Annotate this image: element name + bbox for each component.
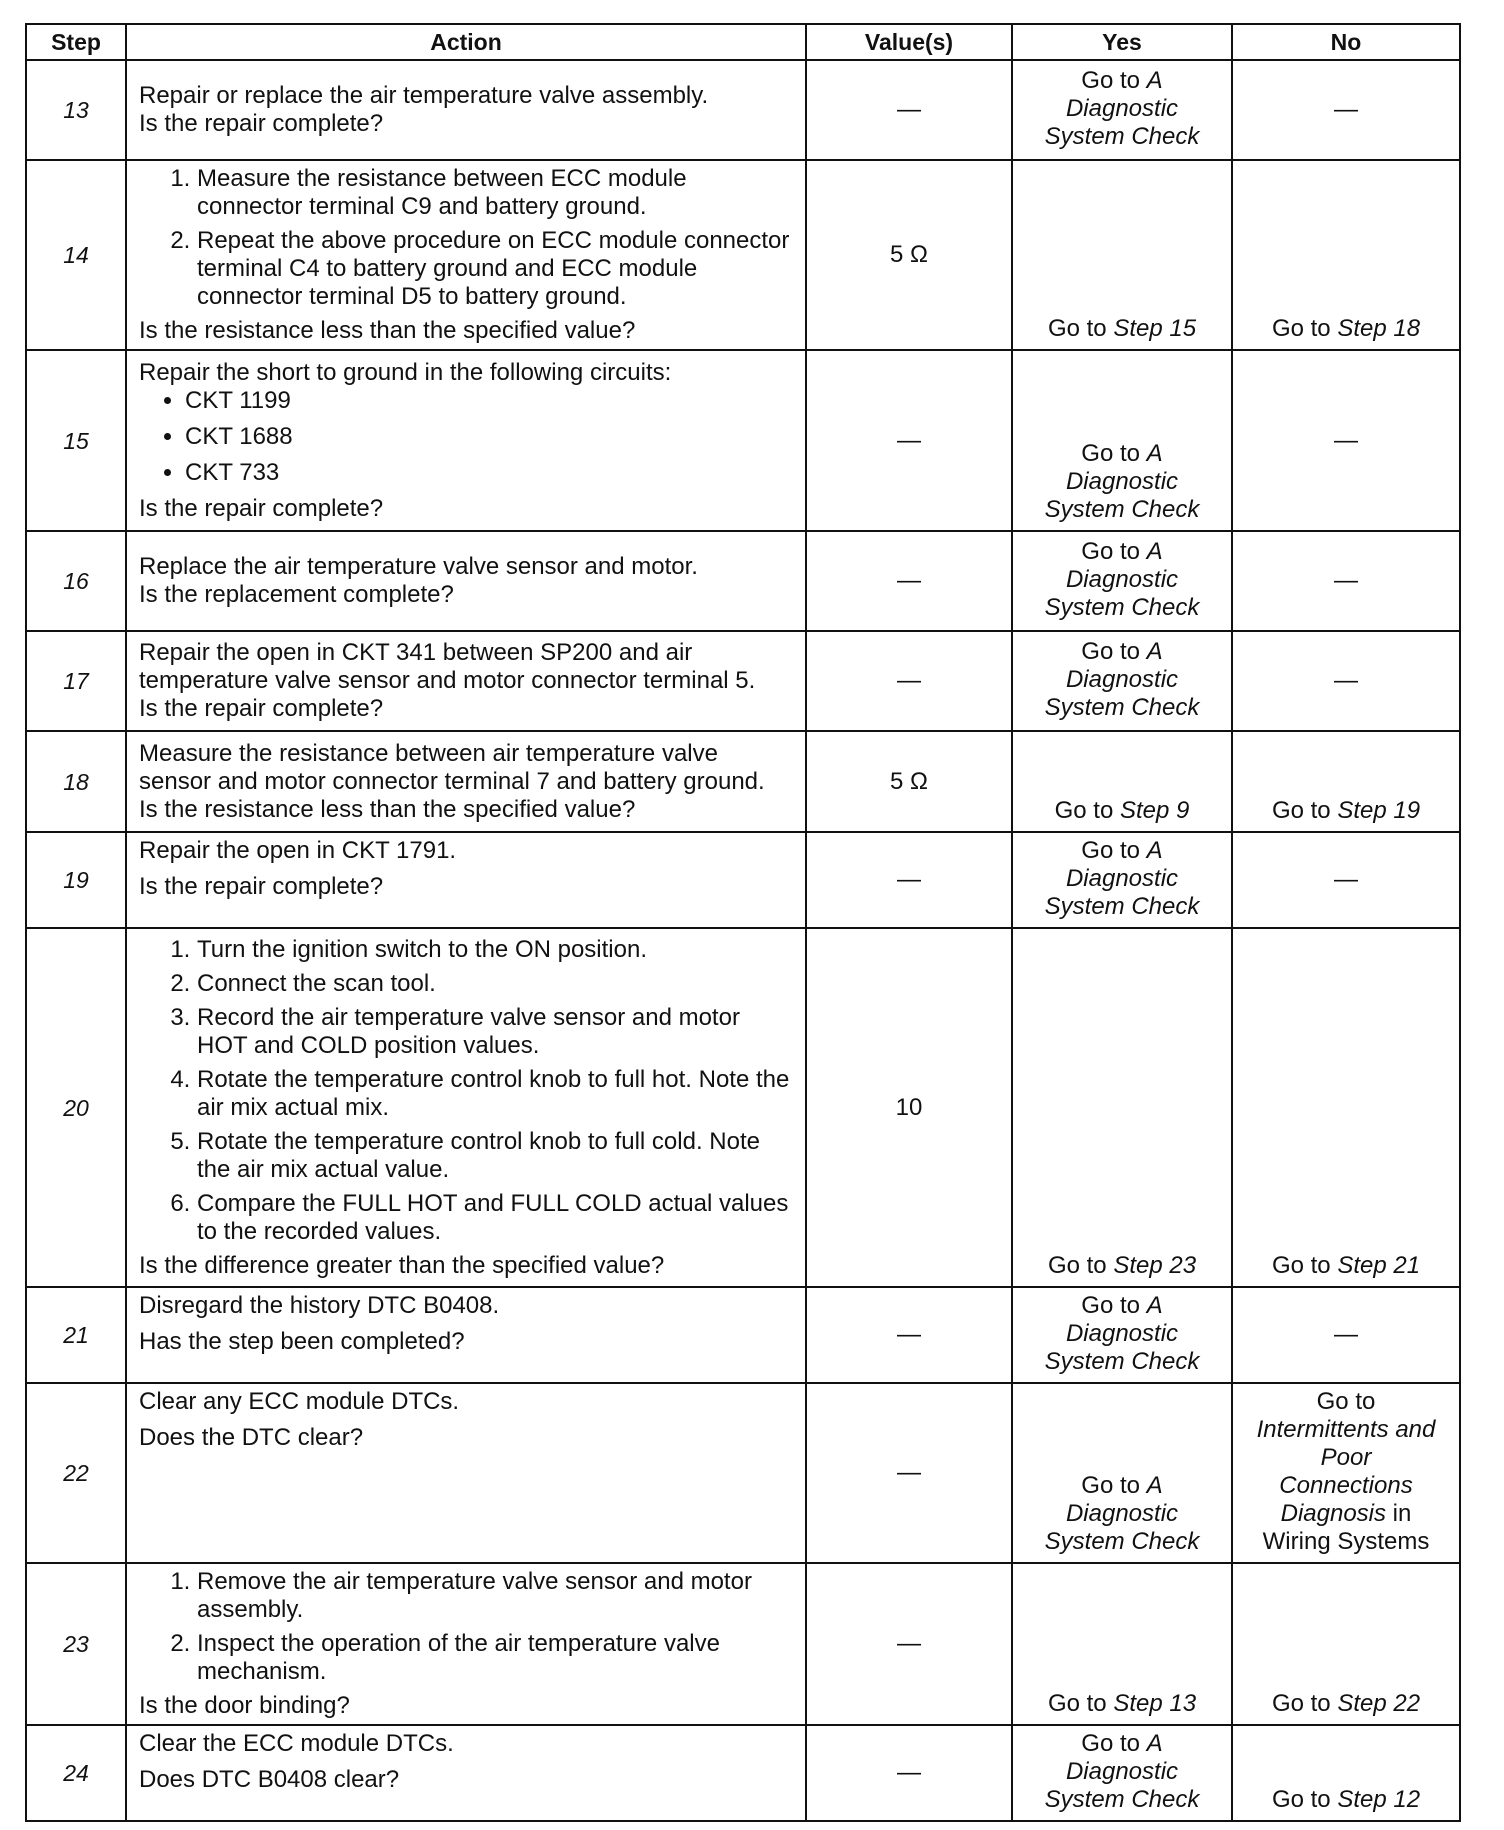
no-link[interactable] bbox=[1232, 160, 1460, 350]
value-cell: — bbox=[806, 1287, 1012, 1383]
action-cell bbox=[126, 832, 806, 928]
table-row bbox=[26, 350, 1460, 531]
link-line: System Check bbox=[1044, 123, 1200, 150]
link-line: Diagnostic bbox=[1065, 95, 1179, 122]
step-link: Step 9 bbox=[1119, 797, 1190, 824]
step-number: 22 bbox=[26, 1383, 126, 1563]
step-number: 18 bbox=[26, 731, 126, 832]
action-text: Repair or replace the air temperature valve assembly. bbox=[139, 82, 709, 109]
go-to-text: Go to bbox=[1081, 837, 1140, 864]
action-question: Is the door binding? bbox=[139, 1692, 350, 1719]
header-action: Action bbox=[126, 24, 806, 60]
go-to-text: Go to bbox=[1047, 1690, 1107, 1717]
value-cell: 10 bbox=[806, 928, 1012, 1287]
action-question: Is the repair complete? bbox=[139, 494, 384, 522]
go-to-text: Go to bbox=[1271, 1252, 1331, 1279]
action-question: Is the resistance less than the specified value? bbox=[139, 317, 636, 344]
action-question: Is the repair complete? bbox=[139, 873, 384, 900]
value-cell: 5 Ω bbox=[806, 731, 1012, 832]
link-line: System Check bbox=[1044, 1528, 1200, 1555]
action-text: Replace the air temperature valve sensor and motor. bbox=[139, 553, 698, 580]
step-link: Step 19 bbox=[1337, 797, 1421, 824]
link-line: Go to bbox=[1316, 1388, 1376, 1415]
action-text: Measure the resistance between air temperature valve sensor and motor connector terminal 7 and battery ground. bbox=[139, 739, 765, 795]
go-to-text: Go to bbox=[1271, 1690, 1331, 1717]
list-item: 2. Inspect the operation of the air temperature valve mechanism. bbox=[197, 1630, 795, 1686]
step-number: 13 bbox=[26, 60, 126, 160]
go-to-text: Go to bbox=[1271, 797, 1331, 824]
table-row bbox=[26, 1725, 1460, 1821]
list-item: 5. Rotate the temperature control knob to full cold. Note the air mix actual value. bbox=[197, 1128, 795, 1184]
action-text: Disregard the history DTC B0408. bbox=[139, 1292, 500, 1319]
link-line: Wiring Systems bbox=[1262, 1528, 1430, 1555]
step-number: 23 bbox=[26, 1563, 126, 1725]
step-number: 14 bbox=[26, 160, 126, 350]
action-question: Does DTC B0408 clear? bbox=[139, 1766, 400, 1793]
header-row bbox=[26, 24, 1460, 60]
go-to-text: Go to bbox=[1271, 315, 1331, 342]
link-line: Diagnostic bbox=[1065, 1758, 1179, 1785]
yes-link[interactable] bbox=[1012, 731, 1232, 832]
link-line: Diagnostic bbox=[1065, 468, 1179, 495]
link-line: System Check bbox=[1044, 594, 1200, 621]
link-line: Diagnostic bbox=[1065, 1320, 1179, 1347]
no-link[interactable] bbox=[1232, 1383, 1460, 1563]
no-cell: — bbox=[1232, 60, 1460, 160]
no-link[interactable] bbox=[1232, 731, 1460, 832]
header-no: No bbox=[1232, 24, 1460, 60]
action-question: Is the repair complete? bbox=[139, 695, 384, 722]
value-cell: — bbox=[806, 832, 1012, 928]
table-row bbox=[26, 928, 1460, 1287]
yes-link[interactable] bbox=[1012, 1563, 1232, 1725]
link-line: System Check bbox=[1044, 496, 1200, 523]
step-number: 24 bbox=[26, 1725, 126, 1821]
list-item: • CKT 1199 bbox=[185, 387, 795, 415]
link-line: Diagnostic bbox=[1065, 566, 1179, 593]
list-item: 1. Remove the air temperature valve sensor and motor assembly. bbox=[197, 1568, 795, 1624]
action-text: Clear the ECC module DTCs. bbox=[139, 1730, 454, 1757]
step-number: 16 bbox=[26, 531, 126, 631]
action-question: Is the resistance less than the specified value? bbox=[139, 795, 636, 823]
table-row bbox=[26, 731, 1460, 832]
link-line: System Check bbox=[1044, 694, 1200, 721]
action-cell bbox=[126, 928, 806, 1287]
link-line: System Check bbox=[1044, 1348, 1200, 1375]
action-cell bbox=[126, 1383, 806, 1563]
yes-link[interactable] bbox=[1012, 928, 1232, 1287]
go-to-text: Go to bbox=[1081, 1472, 1140, 1499]
step-number: 19 bbox=[26, 832, 126, 928]
action-steps bbox=[139, 1568, 795, 1692]
list-item: 1. Measure the resistance between ECC module connector terminal C9 and battery ground. bbox=[197, 165, 795, 221]
yes-link[interactable]: Go to A Diagnostic System Check bbox=[1012, 1725, 1232, 1821]
go-to-text: Go to bbox=[1081, 538, 1140, 565]
yes-link[interactable]: Go to A Diagnostic System Check bbox=[1012, 350, 1232, 531]
action-steps bbox=[139, 165, 795, 317]
yes-link[interactable] bbox=[1012, 160, 1232, 350]
step-link: Step 22 bbox=[1337, 1690, 1421, 1717]
no-cell: — bbox=[1232, 832, 1460, 928]
action-question: Is the replacement complete? bbox=[139, 581, 454, 608]
go-to-text: Go to bbox=[1054, 797, 1114, 824]
yes-link[interactable]: Go to A Diagnostic System Check bbox=[1012, 60, 1232, 160]
table-row bbox=[26, 832, 1460, 928]
list-item: 1. Turn the ignition switch to the ON position. bbox=[197, 936, 795, 964]
list-item: 2. Connect the scan tool. bbox=[197, 970, 795, 998]
action-text: Repair the open in CKT 1791. bbox=[139, 837, 457, 864]
list-item: • CKT 733 bbox=[185, 459, 795, 487]
step-link: Step 23 bbox=[1113, 1252, 1197, 1279]
list-item: 4. Rotate the temperature control knob to full hot. Note the air mix actual mix. bbox=[197, 1066, 795, 1122]
no-cell: — bbox=[1232, 350, 1460, 531]
step-link: Step 12 bbox=[1337, 1786, 1421, 1813]
step-link: Step 21 bbox=[1337, 1252, 1421, 1279]
step-number: 20 bbox=[26, 928, 126, 1287]
action-cell bbox=[126, 60, 806, 160]
link-line: Intermittents and bbox=[1256, 1416, 1436, 1443]
action-cell bbox=[126, 350, 806, 531]
action-cell bbox=[126, 631, 806, 731]
step-link: Step 18 bbox=[1337, 315, 1421, 342]
go-to-text: Go to bbox=[1047, 315, 1107, 342]
action-cell bbox=[126, 1725, 806, 1821]
no-link[interactable] bbox=[1232, 1563, 1460, 1725]
table-row bbox=[26, 60, 1460, 160]
link-line: in bbox=[1386, 1500, 1412, 1527]
table-row bbox=[26, 160, 1460, 350]
no-cell: — bbox=[1232, 531, 1460, 631]
list-item: 2. Repeat the above procedure on ECC module connector terminal C4 to battery ground and ECC module connector terminal D5 to battery ground. bbox=[197, 227, 795, 311]
no-cell: — bbox=[1232, 631, 1460, 731]
table-row bbox=[26, 1287, 1460, 1383]
list-item: • CKT 1688 bbox=[185, 423, 795, 451]
yes-link[interactable]: Go to A Diagnostic System Check bbox=[1012, 531, 1232, 631]
go-to-text: Go to bbox=[1081, 440, 1140, 467]
action-text: Clear any ECC module DTCs. bbox=[139, 1388, 460, 1415]
value-cell: — bbox=[806, 631, 1012, 731]
value-cell: 5 Ω bbox=[806, 160, 1012, 350]
step-link: Step 15 bbox=[1113, 315, 1197, 342]
diagnostic-table bbox=[25, 23, 1461, 1822]
step-number: 21 bbox=[26, 1287, 126, 1383]
go-to-text: Go to bbox=[1081, 67, 1140, 94]
link-line: Diagnostic bbox=[1065, 865, 1179, 892]
step-number: 17 bbox=[26, 631, 126, 731]
action-cell bbox=[126, 1287, 806, 1383]
table-row bbox=[26, 1383, 1460, 1563]
value-cell: — bbox=[806, 1383, 1012, 1563]
action-text: Repair the open in CKT 341 between SP200 and air temperature valve sensor and motor connector terminal 5. bbox=[139, 639, 756, 694]
no-link[interactable] bbox=[1232, 1725, 1460, 1821]
value-cell: — bbox=[806, 1563, 1012, 1725]
link-line: Poor bbox=[1320, 1444, 1372, 1471]
go-to-text: Go to bbox=[1047, 1252, 1107, 1279]
no-cell: — bbox=[1232, 1287, 1460, 1383]
table-row bbox=[26, 531, 1460, 631]
list-item: 6. Compare the FULL HOT and FULL COLD actual values to the recorded values. bbox=[197, 1190, 795, 1246]
step-link: Step 13 bbox=[1113, 1690, 1197, 1717]
action-cell bbox=[126, 531, 806, 631]
table-row bbox=[26, 631, 1460, 731]
action-question: Is the difference greater than the specified value? bbox=[139, 1251, 665, 1279]
no-link[interactable] bbox=[1232, 928, 1460, 1287]
value-cell: — bbox=[806, 531, 1012, 631]
value-cell: — bbox=[806, 60, 1012, 160]
list-item: 3. Record the air temperature valve sensor and motor HOT and COLD position values. bbox=[197, 1004, 795, 1060]
header-step: Step bbox=[26, 24, 126, 60]
action-cell bbox=[126, 160, 806, 350]
header-values: Value(s) bbox=[806, 24, 1012, 60]
yes-link[interactable]: Go to A Diagnostic System Check bbox=[1012, 1383, 1232, 1563]
action-text: Repair the short to ground in the following circuits: bbox=[139, 358, 672, 386]
action-cell bbox=[126, 731, 806, 832]
link-line: Connections bbox=[1279, 1472, 1413, 1499]
link-line: System Check bbox=[1044, 893, 1200, 920]
action-cell bbox=[126, 1563, 806, 1725]
table-row bbox=[26, 1563, 1460, 1725]
action-question: Has the step been completed? bbox=[139, 1328, 465, 1355]
value-cell: — bbox=[806, 350, 1012, 531]
action-question: Is the repair complete? bbox=[139, 110, 384, 137]
action-question: Does the DTC clear? bbox=[139, 1424, 364, 1451]
link-line: Diagnosis bbox=[1280, 1500, 1387, 1527]
value-cell: — bbox=[806, 1725, 1012, 1821]
circuit-list bbox=[139, 387, 795, 495]
go-to-text: Go to bbox=[1081, 1730, 1140, 1757]
go-to-text: Go to bbox=[1271, 1786, 1331, 1813]
step-number: 15 bbox=[26, 350, 126, 531]
header-yes: Yes bbox=[1012, 24, 1232, 60]
yes-link[interactable]: Go to A Diagnostic System Check bbox=[1012, 1287, 1232, 1383]
go-to-text: Go to bbox=[1081, 1292, 1140, 1319]
yes-link[interactable]: Go to A Diagnostic System Check bbox=[1012, 631, 1232, 731]
link-line: System Check bbox=[1044, 1786, 1200, 1813]
link-line: Diagnostic bbox=[1065, 1500, 1179, 1527]
action-steps bbox=[139, 936, 795, 1252]
link-line: Diagnostic bbox=[1065, 666, 1179, 693]
yes-link[interactable]: Go to A Diagnostic System Check bbox=[1012, 832, 1232, 928]
go-to-text: Go to bbox=[1081, 638, 1140, 665]
